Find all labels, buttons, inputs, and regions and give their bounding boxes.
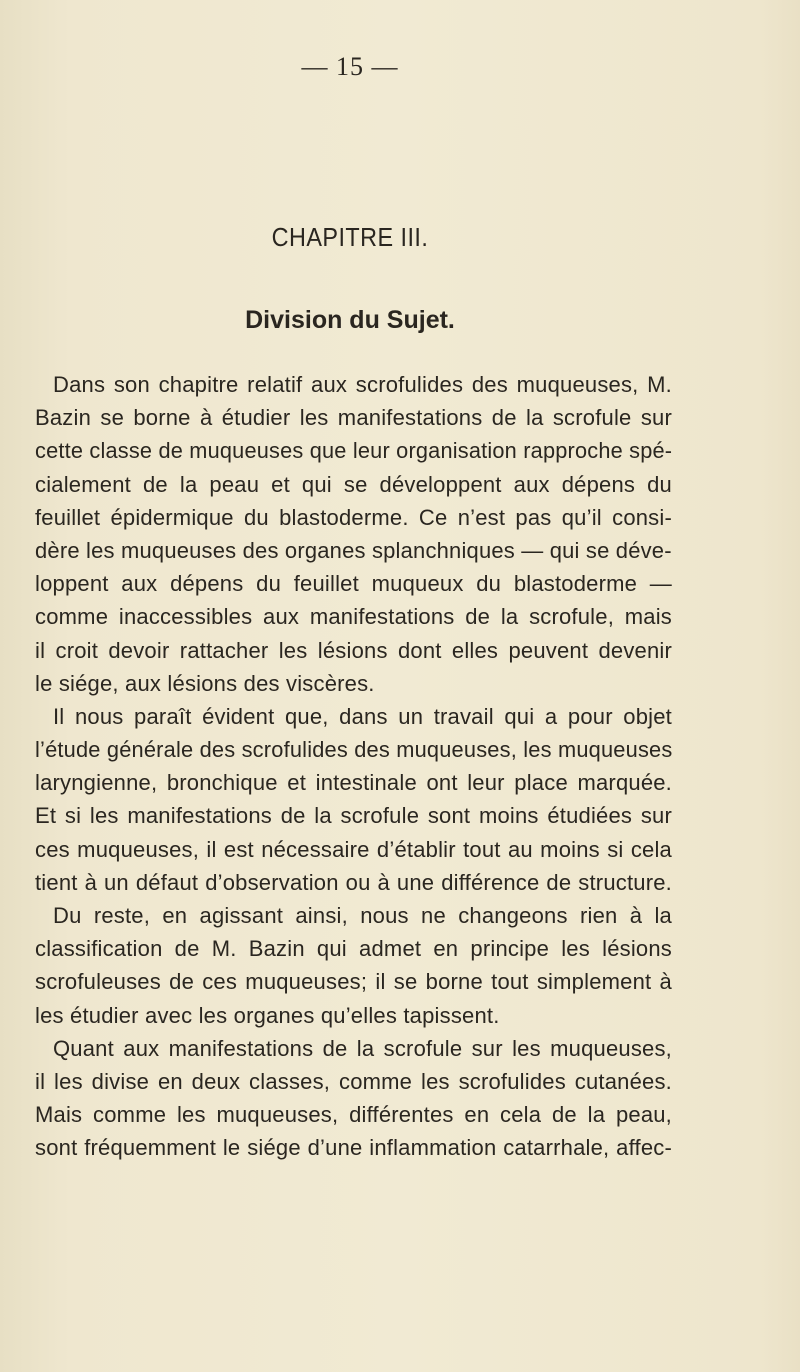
- text-line: le siége, aux lésions des viscères.: [35, 670, 375, 696]
- chapter-title: CHAPITRE III.: [271, 222, 429, 252]
- text-line: Dans son chapitre relatif aux scrofulides des muqueuses, M.: [53, 372, 672, 397]
- text-line: cette classe de muqueuses que leur organisation rapproche spé-: [35, 438, 673, 464]
- text-line: laryngienne, bronchique et intestinale ont leur place marquée.: [35, 770, 672, 796]
- text-line: tient à un défaut d’observation ou à une différence de structure.: [35, 869, 672, 895]
- page-number: — 15 —: [301, 52, 399, 81]
- text-line: il les divise en deux classes, comme les scrofulides cutanées.: [35, 1068, 672, 1094]
- text-line: il croit devoir rattacher les lésions dont elles peuvent devenir: [35, 637, 672, 663]
- text-line: les étudier avec les organes qu’elles tapissent.: [35, 1002, 500, 1028]
- text-line: dère les muqueuses des organes splanchniques — qui se déve-: [35, 537, 672, 563]
- text-line: sont fréquemment le siége d’une inflammation catarrhale, affec-: [35, 1135, 672, 1161]
- text-line: scrofuleuses de ces muqueuses; il se borne tout simplement à: [35, 969, 672, 995]
- text-line: Et si les manifestations de la scrofule sont moins étudiées sur: [35, 803, 672, 829]
- text-line: loppent aux dépens du feuillet muqueux du blastoderme —: [35, 571, 672, 597]
- text-line: Il nous paraît évident que, dans un travail qui a pour objet: [53, 703, 672, 729]
- text-line: classification de M. Bazin qui admet en principe les lésions: [35, 936, 672, 962]
- text-line: Bazin se borne à étudier les manifestations de la scrofule sur: [35, 405, 672, 431]
- text-line: comme inaccessibles aux manifestations de la scrofule, mais: [35, 604, 672, 630]
- body-text: [35, 368, 672, 1165]
- text-line: cialement de la peau et qui se développent aux dépens du: [35, 471, 672, 497]
- text-line: feuillet épidermique du blastoderme. Ce n’est pas qu’il consi-: [35, 504, 672, 530]
- text-line: l’étude générale des scrofulides des muqueuses, les muqueuses: [35, 737, 673, 763]
- section-title: Division du Sujet.: [245, 306, 455, 334]
- text-line: Du reste, en agissant ainsi, nous ne changeons rien à la: [53, 903, 672, 928]
- text-line: Mais comme les muqueuses, différentes en cela de la peau,: [35, 1102, 672, 1128]
- text-line: Quant aux manifestations de la scrofule sur les muqueuses,: [53, 1035, 672, 1061]
- text-line: ces muqueuses, il est nécessaire d’établir tout au moins si cela: [35, 836, 672, 862]
